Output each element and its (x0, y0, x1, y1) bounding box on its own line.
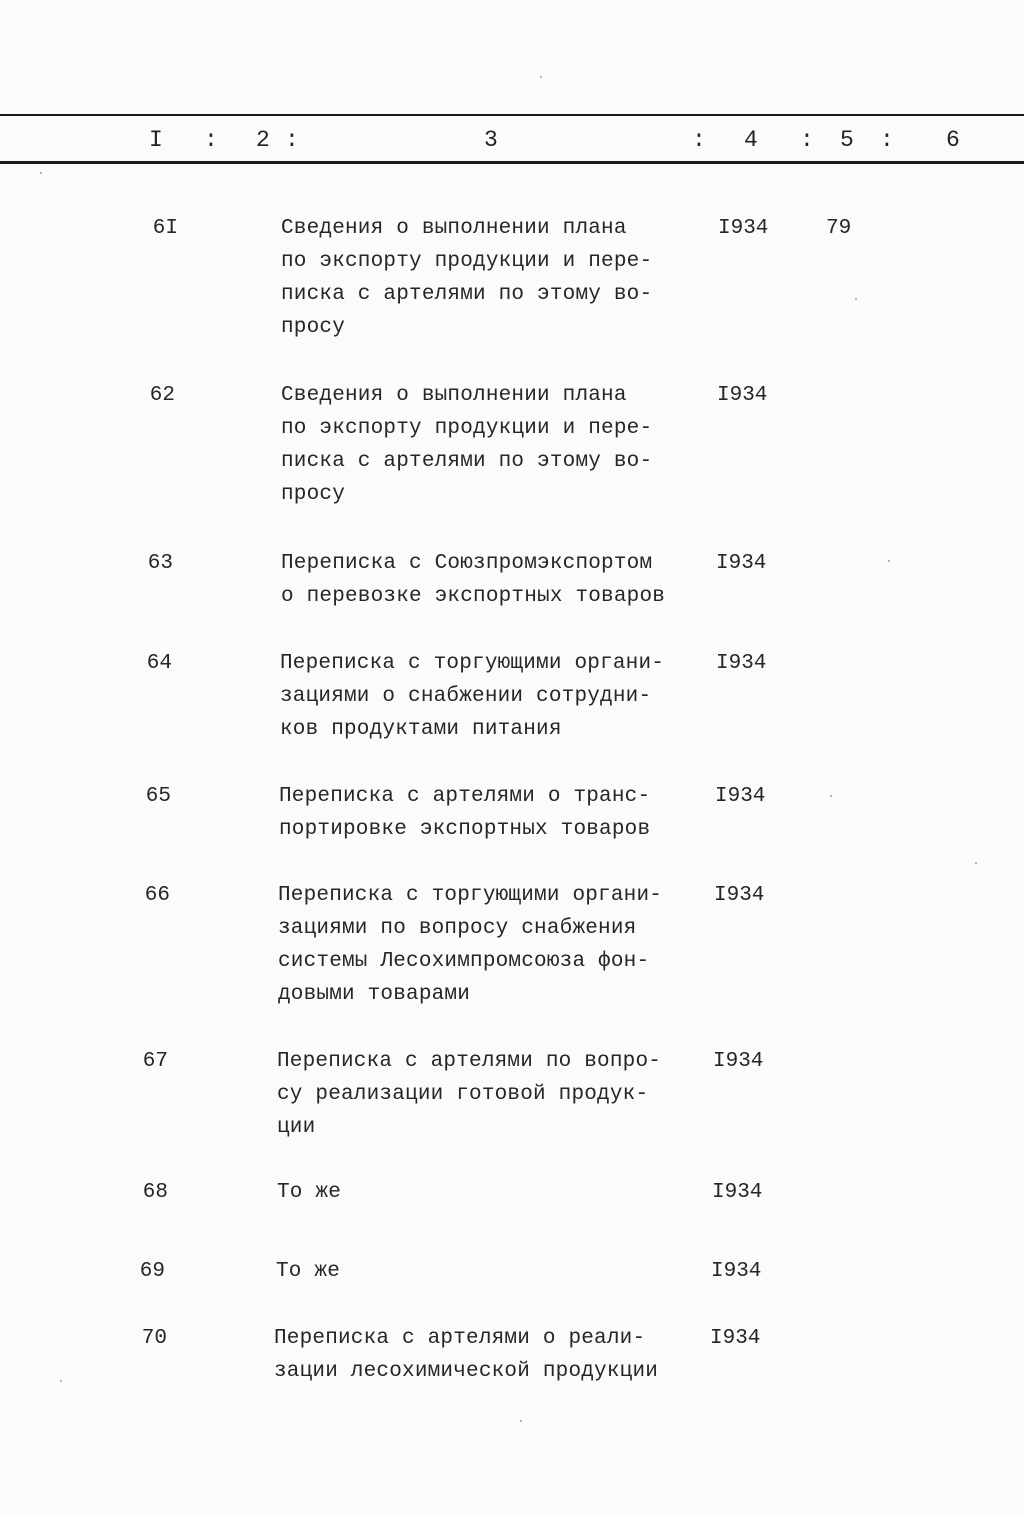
scan-speck (520, 1420, 522, 1422)
row-number: 6I (152, 217, 178, 240)
row-description: Переписка с торгующими органи- зациями по вопросу снабжения системы Лесохимпромсоюза фон- довыми товарами (278, 884, 663, 1006)
scan-speck (888, 560, 890, 562)
scan-speck (855, 298, 857, 300)
header-separator: : (285, 127, 299, 153)
row-description: Переписка с торгующими органи- зациями о снабжении сотрудни- ков продуктами питания (280, 652, 665, 741)
row-year: I934 (718, 217, 769, 240)
scan-speck (60, 1380, 62, 1382)
row-year: I934 (716, 552, 767, 575)
header-separator: : (800, 127, 814, 153)
row-year: I934 (713, 1050, 764, 1073)
row-number: 67 (142, 1050, 168, 1073)
row-number: 62 (149, 384, 175, 407)
row-number: 63 (147, 552, 173, 575)
row-year: I934 (715, 785, 766, 808)
row-description: То же (276, 1260, 341, 1283)
row-description: Переписка с Союзпромэкспортом о перевозке экспортных товаров (281, 552, 666, 608)
row-description: Сведения о выполнении плана по экспорту продукции и пере- писка с артелями по этому во- просу (281, 217, 653, 339)
scan-speck (540, 76, 542, 78)
scan-speck (830, 795, 832, 797)
row-year: I934 (712, 1181, 763, 1204)
header-col-3: 3 (484, 127, 498, 153)
header-separator: : (204, 127, 218, 153)
header-top-rule (0, 114, 1024, 116)
row-number: 70 (141, 1327, 167, 1350)
row-year: I934 (716, 652, 767, 675)
row-description: Переписка с артелями по вопро- су реализации готовой продук- ции (277, 1050, 662, 1139)
row-number: 66 (144, 884, 170, 907)
header-bottom-rule (0, 161, 1024, 164)
scan-speck (975, 862, 977, 864)
row-year: I934 (710, 1327, 761, 1350)
scan-speck (40, 172, 42, 174)
header-col-6: 6 (946, 127, 960, 153)
row-number: 64 (146, 652, 172, 675)
row-year: I934 (711, 1260, 762, 1283)
row-number: 65 (145, 785, 171, 808)
header-col-2: 2 (256, 127, 270, 153)
row-number: 69 (139, 1260, 165, 1283)
row-description: Сведения о выполнении плана по экспорту продукции и пере- писка с артелями по этому во- просу (281, 384, 653, 506)
header-col-4: 4 (744, 127, 758, 153)
row-description: Переписка с артелями о транс- портировке экспортных товаров (279, 785, 651, 841)
row-number: 68 (142, 1181, 168, 1204)
header-col-5: 5 (840, 127, 854, 153)
row-description: Переписка с артелями о реали- зации лесохимической продукции (274, 1327, 659, 1383)
row-description: То же (277, 1181, 342, 1204)
header-col-1: I (149, 127, 163, 153)
row-sheets: 79 (826, 217, 852, 240)
header-separator: : (880, 127, 894, 153)
row-year: I934 (714, 884, 765, 907)
row-year: I934 (717, 384, 768, 407)
header-separator: : (692, 127, 706, 153)
